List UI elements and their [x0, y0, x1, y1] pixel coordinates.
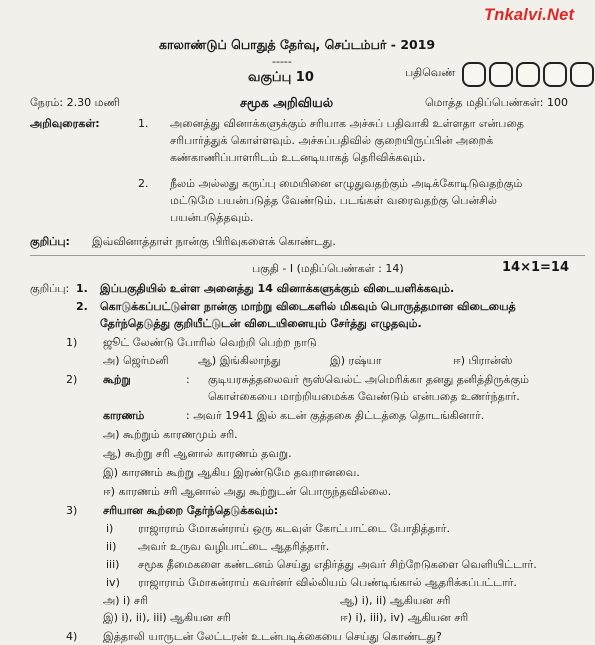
- statement-number: i): [106, 522, 114, 535]
- question-number: 1): [66, 336, 78, 349]
- instruction-line: அனைத்து வினாக்களுக்கும் சரியாக அச்சுப் பதிவாகி உள்ளதா என்பதை: [170, 117, 524, 130]
- answer-option: இ) காரணம் கூற்று ஆகிய இரண்டுமே தவறானவை.: [103, 466, 360, 479]
- register-number-label: பதிவெண்: [405, 66, 456, 79]
- statement-text: சமூக தீமைகளை கண்டனம் செய்து எதிர்த்து அவர் சிற்றேடுகளை வெளியிட்டார்.: [138, 558, 537, 571]
- instruction-line: கண்காணிப்பாளரிடம் உடனடியாகத் தெரிவிக்கவும்.: [170, 151, 426, 164]
- part-note-line: தேர்ந்தெடுத்து குறியீட்டுடன் விடையினையும் சேர்த்து எழுதவும்.: [100, 317, 422, 330]
- subject-name: சமூக அறிவியல்: [240, 95, 334, 110]
- question-number: 4): [66, 630, 78, 643]
- instruction-line: பயன்படுத்தவும்.: [170, 211, 254, 224]
- statement-text: அவர் உருவ வழிபாட்டை ஆதரித்தார்.: [138, 540, 330, 553]
- reason-label: காரணம்: [103, 409, 145, 422]
- instruction-line: மட்டுமே பயன்படுத்த வேண்டும். படங்கள் வரைவதற்கு பென்சில்: [170, 194, 497, 207]
- register-digit-box[interactable]: [462, 62, 486, 87]
- part-marks: 14×1=14: [502, 260, 570, 275]
- assertion-text: கொள்கையை மாற்றியமைக்க வேண்டும் என்பதை உணர்ந்தார்.: [208, 390, 520, 403]
- instruction-number: 1.: [138, 117, 149, 130]
- register-digit-box[interactable]: [516, 62, 540, 87]
- answer-option: அ) ஜெர்மனி: [103, 354, 169, 367]
- answer-option: ஈ) காரணம் சரி ஆனால் அது கூற்றுடன் பொருந்தவில்லை.: [103, 485, 392, 498]
- exam-time: நேரம்: 2.30 மணி: [30, 96, 120, 109]
- part-note-number: 1.: [76, 282, 88, 295]
- statement-number: iii): [106, 558, 120, 571]
- register-digit-box[interactable]: [543, 62, 567, 87]
- total-marks: மொத்த மதிப்பெண்கள்: 100: [425, 96, 568, 109]
- answer-option: ஈ) i), iii), iv) ஆகியன சரி: [340, 611, 469, 624]
- answer-option: ஈ) பிரான்ஸ்: [453, 354, 513, 367]
- class-label: வகுப்பு 10: [248, 70, 314, 85]
- assertion-text: குடியரசுத்தலைவர் ரூஸ்வெல்ட் அமெரிக்கா தனது தனித்திருக்கும்: [208, 373, 530, 386]
- answer-option: ஆ) இங்கிலாந்து: [198, 354, 281, 367]
- register-digit-box[interactable]: [570, 62, 594, 87]
- question-text: இத்தாலி யாருடன் லேட்டரன் உடன்படிக்கையை செய்து கொண்டது?: [103, 630, 442, 643]
- register-number-boxes: [462, 62, 595, 87]
- part-note-label: குறிப்பு:: [30, 282, 70, 295]
- question-number: 2): [66, 373, 78, 386]
- reason-text: : அவர் 1941 இல் கடன் குத்தகை திட்டத்தை தொடங்கினார்.: [186, 409, 485, 422]
- statement-text: ராஜாராம் மோகன்ராய் கவர்னர் வில்லியம் பெண்டிங்கால் ஆதரிக்கப்பட்டார்.: [138, 576, 517, 589]
- note-text: இவ்வினாத்தாள் நான்கு பிரிவுகளைக் கொண்டது.: [92, 235, 336, 248]
- part-note-line: இப்பகுதியில் உள்ள அனைத்து 14 வினாக்களுக்கும் விடையளிக்கவும்.: [100, 282, 455, 295]
- answer-option: ஆ) கூற்று சரி ஆனால் காரணம் தவறு.: [103, 447, 292, 460]
- answer-option: இ) i), ii), iii) ஆகியன சரி: [103, 611, 231, 624]
- question-text: ஜூட் லேண்டு போரில் வெற்றி பெற்ற நாடு: [103, 336, 317, 349]
- title-dashes: -----: [272, 55, 292, 68]
- answer-option: ஆ) i), ii) ஆகியன சரி: [340, 594, 451, 607]
- instruction-number: 2.: [138, 177, 149, 190]
- instructions-label: அறிவுரைகள்:: [30, 117, 100, 130]
- answer-option: இ) ரஷ்யா: [330, 354, 382, 367]
- part-note-line: கொடுக்கப்பட்டுள்ள நான்கு மாற்று விடைகளில் மிகவும் பொருத்தமான விடையைத்: [100, 300, 516, 313]
- answer-option: அ) கூற்றும் காரணமும் சரி.: [103, 428, 238, 441]
- exam-title: காலாண்டுப் பொதுத் தேர்வு, செப்டம்பர் - 2019: [159, 37, 436, 52]
- statement-text: ராஜாராம் மோகன்ராய் ஒரு கடவுள் கோட்பாட்டை போதித்தார்.: [138, 522, 451, 535]
- instruction-line: நீலம் அல்லது கருப்பு மையினை எழுதுவதற்கும் அடிக்கோடிடுவதற்கும்: [170, 177, 523, 190]
- statement-number: iv): [106, 576, 120, 589]
- question-number: 3): [66, 504, 78, 517]
- section-divider: [30, 255, 585, 256]
- register-digit-box[interactable]: [489, 62, 513, 87]
- site-logo: Tnkalvi.Net: [484, 6, 575, 24]
- question-text: சரியான கூற்றை தேர்ந்தெடுக்கவும்:: [103, 504, 279, 517]
- note-label: குறிப்பு:: [30, 235, 70, 248]
- part-title: பகுதி - I (மதிப்பெண்கள் : 14): [252, 262, 404, 275]
- assertion-colon: :: [186, 373, 190, 386]
- statement-number: ii): [106, 540, 117, 553]
- part-note-number: 2.: [76, 300, 88, 313]
- instruction-line: சரிபார்த்துக் கொள்ளவும். அச்சுப்பதிவில் குறையிருப்பின் அறைக்: [170, 134, 494, 147]
- answer-option: அ) i) சரி: [103, 594, 148, 607]
- assertion-label: கூற்று: [103, 373, 131, 386]
